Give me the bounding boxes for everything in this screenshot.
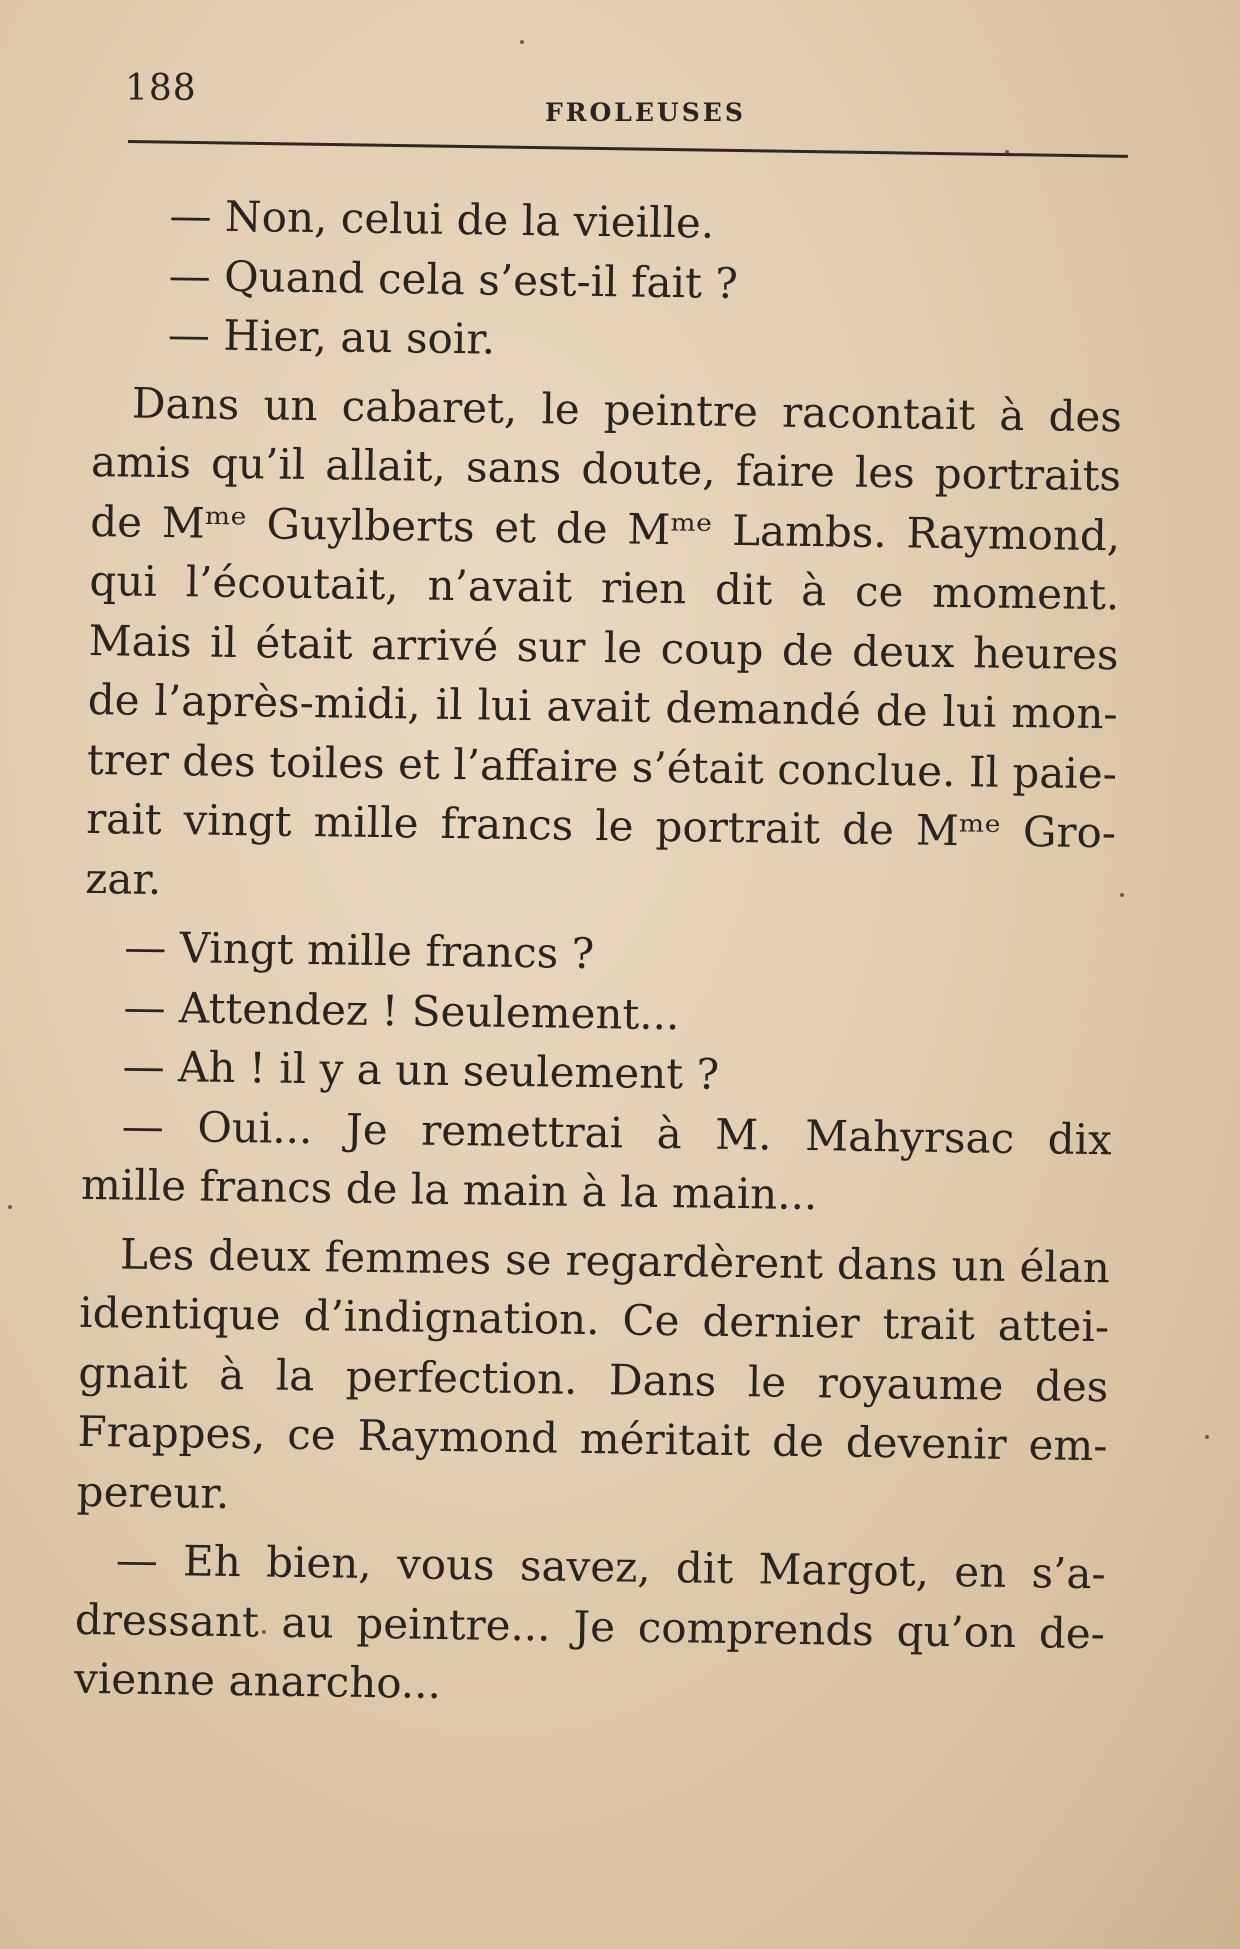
- word: trait: [882, 1299, 976, 1350]
- word: femmes: [324, 1231, 492, 1284]
- word: s’est-il: [478, 254, 618, 306]
- word: Les: [119, 1228, 195, 1279]
- word: s’était: [631, 742, 765, 793]
- word: vienne: [73, 1653, 216, 1705]
- word: Dans: [608, 1354, 717, 1406]
- word: francs: [440, 798, 574, 850]
- word: à: [800, 565, 827, 616]
- word: peintre: [603, 384, 759, 436]
- word: dit: [714, 564, 773, 615]
- word: le: [594, 801, 634, 851]
- word: main...: [671, 1168, 818, 1220]
- word: Ce: [622, 1295, 680, 1346]
- word: de: [555, 502, 608, 553]
- word: devenir: [845, 1417, 1008, 1469]
- word: la: [619, 1167, 659, 1217]
- word: anarcho...: [228, 1656, 442, 1708]
- word: qui: [89, 555, 158, 606]
- word: zar.: [84, 853, 162, 904]
- word: trer: [86, 734, 170, 785]
- word: —: [168, 250, 212, 301]
- word: soir.: [405, 313, 496, 364]
- word: remettrai: [420, 1105, 624, 1157]
- word: portraits: [934, 448, 1122, 501]
- word: mille: [80, 1159, 187, 1211]
- word: —: [124, 922, 167, 973]
- word: la: [410, 1164, 450, 1215]
- word: !: [248, 1043, 267, 1093]
- word: Non,: [224, 191, 328, 243]
- word: toiles: [268, 736, 385, 788]
- word: de: [781, 625, 835, 675]
- word: Mᵐᵉ: [915, 805, 1002, 856]
- ink-speck: [1005, 150, 1009, 154]
- word: Dans: [131, 378, 240, 429]
- word: bien,: [265, 1537, 373, 1588]
- word: celui: [340, 193, 444, 244]
- word: à: [999, 390, 1025, 440]
- word: Guylberts: [266, 498, 475, 551]
- word: fait: [630, 256, 703, 307]
- word: mille: [306, 925, 413, 976]
- word: amis: [90, 436, 192, 488]
- word: et: [494, 502, 537, 552]
- word: Attendez: [178, 982, 369, 1035]
- word: vous: [396, 1539, 496, 1590]
- word: pereur.: [76, 1466, 230, 1518]
- word: Margot,: [758, 1544, 930, 1596]
- word: la: [275, 1350, 315, 1400]
- word: cabaret,: [341, 380, 518, 433]
- word: des: [1048, 390, 1123, 441]
- word: Hier,: [223, 310, 328, 362]
- word: paie-: [1012, 747, 1118, 798]
- word: l’après-midi,: [154, 675, 422, 729]
- word: Quand: [223, 251, 365, 303]
- word: dernier: [702, 1296, 860, 1348]
- word: l’affaire: [452, 739, 619, 791]
- word: rait: [85, 793, 162, 844]
- word: le: [541, 383, 581, 434]
- word: à: [656, 1108, 683, 1158]
- word: Frappes,: [77, 1406, 266, 1459]
- word: comprends: [637, 1602, 875, 1655]
- word: avait: [546, 681, 651, 732]
- word: vieille.: [573, 196, 715, 248]
- word: racontait: [781, 387, 976, 439]
- word: à: [581, 1166, 607, 1217]
- word: ?: [571, 928, 595, 979]
- word: un: [951, 1240, 1006, 1291]
- word: un: [394, 1045, 450, 1096]
- word: y: [319, 1044, 344, 1094]
- word: de: [875, 685, 928, 736]
- word: Mᵐᵉ: [627, 503, 713, 555]
- ink-speck: [520, 40, 524, 44]
- word: Raymond: [357, 1410, 559, 1463]
- word: arrivé: [370, 619, 499, 671]
- word: de: [89, 496, 143, 547]
- word: au: [340, 312, 393, 363]
- word: attei-: [997, 1300, 1110, 1352]
- ink-speck: [1205, 1435, 1209, 1439]
- word: francs: [425, 926, 559, 978]
- word: —: [121, 1100, 165, 1151]
- word: coup: [660, 623, 764, 674]
- word: em-: [1028, 1420, 1108, 1471]
- word: cela: [377, 253, 466, 304]
- word: —: [123, 981, 166, 1032]
- word: Il: [968, 746, 1000, 797]
- word: de: [87, 674, 140, 725]
- word: francs: [199, 1161, 333, 1213]
- word: de: [456, 195, 509, 245]
- word: dit: [675, 1543, 734, 1594]
- word: de: [771, 1416, 825, 1467]
- word: !: [381, 985, 399, 1035]
- word: savez,: [519, 1541, 651, 1592]
- word: perfection.: [345, 1351, 578, 1404]
- word: il: [209, 617, 238, 667]
- word: moment.: [931, 567, 1120, 620]
- word: doute,: [581, 443, 717, 495]
- word: qu’il: [210, 438, 306, 489]
- word: sur: [516, 621, 586, 672]
- word: s’a-: [1031, 1548, 1107, 1599]
- word: de: [345, 1163, 398, 1214]
- word: allait,: [325, 440, 447, 491]
- word: lui: [477, 680, 532, 731]
- word: Je: [573, 1601, 616, 1651]
- word: Oui...: [197, 1102, 313, 1153]
- word: —: [169, 191, 212, 241]
- word: Je: [345, 1104, 388, 1154]
- word: dressant: [74, 1594, 260, 1646]
- page-header: [0, 0, 1240, 140]
- word: qu’on: [896, 1605, 1017, 1657]
- word: deux: [851, 626, 955, 677]
- word: méritait: [579, 1413, 751, 1466]
- header-rule: [128, 140, 1128, 158]
- word: portrait: [655, 801, 821, 854]
- body-text: [74, 185, 1125, 1723]
- word: était: [255, 617, 353, 669]
- word: il: [278, 1043, 307, 1094]
- word: ?: [696, 1049, 720, 1099]
- word: au: [281, 1597, 335, 1647]
- page-number: 188: [125, 68, 197, 109]
- word: faire: [735, 445, 836, 497]
- running-title: FROLEUSES: [545, 98, 746, 127]
- word: n’avait: [427, 560, 573, 612]
- word: Mahyrsac: [804, 1110, 1015, 1163]
- word: ce: [286, 1409, 337, 1460]
- word: a: [356, 1044, 383, 1095]
- word: l’écoutait,: [185, 557, 400, 610]
- word: peintre...: [356, 1598, 551, 1650]
- word: les: [854, 447, 916, 498]
- word: ce: [854, 566, 904, 617]
- word: heures: [972, 627, 1119, 679]
- word: Eh: [182, 1536, 242, 1587]
- word: regardèrent: [565, 1235, 824, 1288]
- word: le: [747, 1356, 787, 1407]
- word: M.: [714, 1109, 772, 1160]
- word: vingt: [183, 795, 292, 846]
- word: un: [263, 379, 318, 430]
- word: il: [435, 679, 463, 730]
- word: en: [953, 1547, 1007, 1597]
- word: identique: [78, 1287, 281, 1340]
- ink-speck: [1120, 893, 1124, 897]
- word: et: [397, 738, 441, 789]
- word: dans: [836, 1238, 938, 1290]
- word: Mᵐᵉ: [161, 497, 248, 548]
- word: la: [521, 195, 561, 246]
- word: deux: [207, 1230, 312, 1281]
- word: royaume: [817, 1357, 1004, 1410]
- word: le: [603, 622, 643, 673]
- word: mille: [313, 797, 419, 848]
- word: lui: [942, 686, 997, 737]
- word: Raymond,: [906, 507, 1121, 560]
- word: des: [182, 735, 256, 786]
- word: dix: [1047, 1113, 1113, 1164]
- word: de: [841, 804, 895, 855]
- word: Seulement...: [411, 986, 680, 1039]
- word: de-: [1038, 1607, 1106, 1658]
- word: Mais: [88, 615, 193, 666]
- word: élan: [1019, 1241, 1111, 1292]
- word: gnait: [78, 1347, 189, 1398]
- word: sans: [465, 442, 562, 493]
- word: —: [122, 1041, 166, 1092]
- word: conclue.: [777, 744, 956, 796]
- word: —: [167, 310, 211, 360]
- word: Lambs.: [731, 505, 888, 557]
- word: Ah: [177, 1042, 236, 1093]
- ink-speck: [8, 1205, 12, 1209]
- word: des: [1034, 1360, 1109, 1411]
- word: demandé: [665, 683, 862, 735]
- word: Gro-: [1022, 807, 1117, 858]
- word: se: [504, 1234, 552, 1284]
- word: mon-: [1010, 687, 1118, 739]
- word: rien: [600, 563, 687, 614]
- word: Vingt: [179, 923, 294, 974]
- ink-speck: [262, 1630, 266, 1634]
- word: —: [115, 1535, 159, 1586]
- word: d’indignation.: [303, 1291, 600, 1345]
- word: à: [218, 1349, 245, 1399]
- word: ?: [715, 258, 739, 308]
- word: main: [462, 1165, 569, 1216]
- word: seulement: [462, 1046, 684, 1099]
